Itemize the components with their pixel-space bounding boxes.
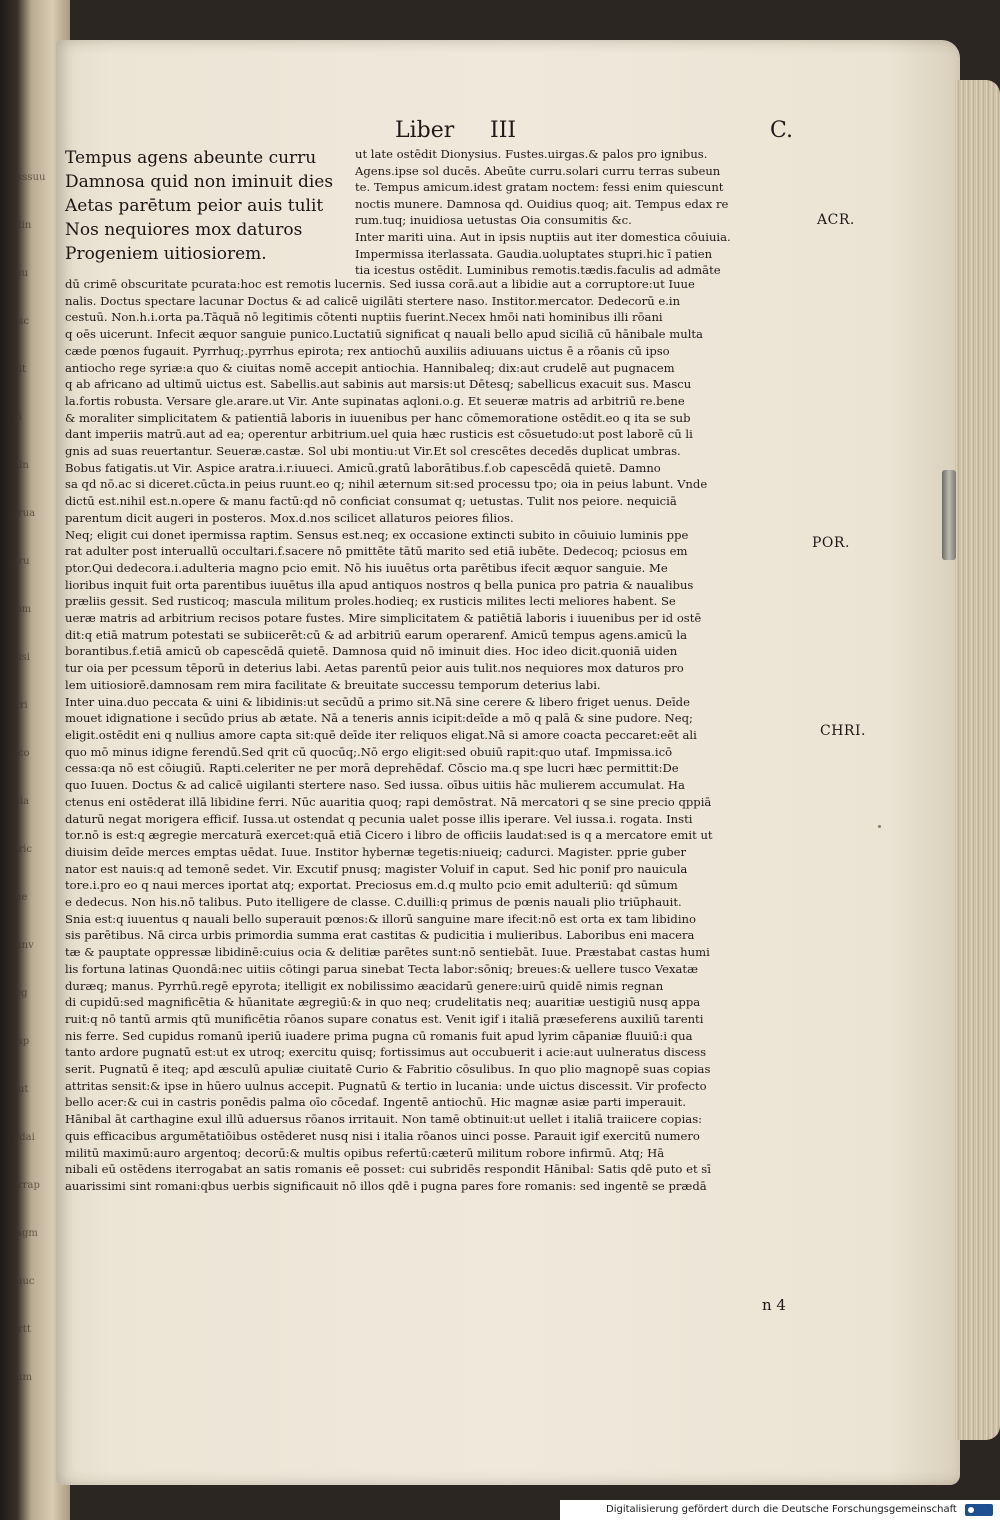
adjacent-page-fragment: tagm bbox=[12, 1228, 38, 1239]
adjacent-page-fragment: ortt bbox=[12, 1324, 31, 1335]
commentary-line: q oēs uicerunt. Infecit æquor sanguie punico.Luctatiū significat q nauali bello apud siciliā cū hānibale multa bbox=[65, 327, 703, 342]
adjacent-page-fragment: ipm bbox=[12, 604, 32, 615]
commentary-line: te. Tempus amicum.idest gratam noctem: fessi enim quiescunt bbox=[355, 180, 724, 195]
commentary-line: ruit:q nō tantū armis qtū munificētia rōanos supare conatus est. Venit igif i italiā præseferens auxiliū tarenti bbox=[65, 1011, 704, 1026]
commentary-line: gnis ad suas reuertantur. Seueræ.castæ. Sol ubi montiu:ut Vir.Et sol crescētes decedēs duplicat umbras. bbox=[65, 444, 681, 459]
adjacent-page-fragment: ftri bbox=[12, 700, 28, 711]
adjacent-page-fragment: uric bbox=[12, 844, 33, 855]
signature-mark: n 4 bbox=[762, 1296, 786, 1314]
commentary-line: duræq; manus. Pyrrhū.regē epyrota; itelligit ex nobilissimo æacidarū genere:uirū quidē nimis regnan bbox=[65, 978, 664, 993]
commentary-line: tanto ardore pugnatū est:ut ex utroq; exercitu quisq; fortissimus aut occubuerit i acie:aut uulneratus discess bbox=[65, 1045, 707, 1060]
verse-block bbox=[65, 146, 365, 266]
commentary-line: di cupidū:sed magnificētia & hūanitate ægregiū:& in quo neq; crudelitatis neq; auaritiæ uestigiū nusq appa bbox=[65, 995, 701, 1010]
commentary-line: cæde pœnos fugauit. Pyrrhuq;.pyrrhus epirota; rex antiochū auxiliis adiuuans uictus ē a rōanis cū ipso bbox=[65, 343, 670, 358]
adjacent-page-fragment: me bbox=[12, 892, 28, 903]
adjacent-page-fragment: iuu bbox=[12, 268, 29, 279]
adjacent-page-fragment: Ti bbox=[12, 412, 22, 423]
adjacent-page-fragment: ssssuu bbox=[12, 172, 46, 183]
commentary-line: dictū est.nihil est.n.opere & manu factū:qd nō conficiat consumat q; uetustas. Tulit nos peiore. nequiciā bbox=[65, 494, 677, 509]
commentary-line: antiocho rege syriæ:a quo & ciuitas nomē accepit antiochia. Hannibaleq; dix:aut crudelē aut pugnacem bbox=[65, 360, 675, 375]
commentary-line: noctis munere. Damnosa qd. Ouidius quoq; ait. Tempus edax re bbox=[355, 196, 729, 211]
commentary-line: nis ferre. Sed cupidus romanū iperiū iuadere prima pugna cū romanis fuit apud lyrim cāpaniæ fluuiū:i qua bbox=[65, 1028, 693, 1043]
commentary-line: tore.i.pro eo q naui merces iportat atq; exportat. Preciosus em.d.q multo pcio emit adulteriū: qd sūmum bbox=[65, 878, 678, 893]
commentary-line: quo mō minus idigne ferendū.Sed qrit cū quocūq;.Nō ergo eligit:sed obuiū rapit:quo utaf. Impmissa.icō bbox=[65, 744, 673, 759]
commentary-line: tur oia per pcessum tēporū in deterius labi. Aetas parentū peior auis tulit.nos nequiores mox daturos pro bbox=[65, 661, 684, 676]
commentary-line: rum.tuq; inuidiosa uetustas Oia consumitis &c. bbox=[355, 213, 632, 228]
adjacent-page-fragment: lisc bbox=[12, 316, 30, 327]
commentary-line: Inter mariti uina. Aut in ipsis nuptiis aut iter domestica cōuiuia. bbox=[355, 229, 731, 244]
commentary-line: sis parētibus. Nā circa urbis primordia summa erat castitas & pudicitia i mulieribus. Laboribus eni macera bbox=[65, 928, 695, 943]
commentary-line: daturū negat morigera efficif. Iussa.ut ostendat q pecunia ualet posse illis iperare. Vel iussa.i. rogata. Insti bbox=[65, 811, 693, 826]
commentary-line: parentum dicit augeri in posteros. Mox.d.nos scilicet allaturos peiores filios. bbox=[65, 510, 514, 525]
adjacent-page-fragment: tuuc bbox=[12, 1276, 35, 1287]
page-fore-edge bbox=[955, 80, 1000, 1440]
verse-line: Aetas parētum peior auis tulit bbox=[65, 196, 324, 216]
commentary-line: lis fortuna latinas Quondā:nec uitiis cōtingi parua sinebat Tecta labor:sōniq; breues:& uellere tusco Vexatæ bbox=[65, 961, 698, 976]
commentary-line: mouet idignatione i secūdo prius ab ætate. Nā a teneris annis icipit:deīde a mō q palā & sine pudore. Neq; bbox=[65, 711, 693, 726]
commentary-line: attritas sensit:& ipse in hūero uulnus accepit. Pugnatū & tertio in lucania: unde uictus discessit. Vir profecto bbox=[65, 1078, 707, 1093]
adjacent-page-fragment: gru bbox=[12, 556, 30, 567]
adjacent-page-fragment: uisi bbox=[12, 652, 30, 663]
adjacent-page-fragment: Vdai bbox=[12, 1132, 35, 1143]
commentary-line: tia icestus ostēdit. Luminibus remotis.tædis.faculis ad admāte bbox=[355, 263, 721, 278]
verse-line: Nos nequiores mox daturos bbox=[65, 220, 303, 240]
commentary-line: tæ & pauptate oppressæ libidinē:cuius ocia & delitiæ parētes sunt:nō sentiebāt. Iuue. Præstabat castas humi bbox=[65, 945, 710, 960]
commentary-line: Hānibal āt carthagine exul illū aduersus rōanos irritauit. Non tamē obtinuit:ut uellet i italiā traiicere copias: bbox=[65, 1112, 703, 1127]
commentary-line: ptor.Qui dedecora.i.adulteria magno pcio emit. Nō his iuuētus orta parētibus ifecit æquor sanguie. Me bbox=[65, 560, 668, 575]
commentary-line: Impermissa iterlassata. Gaudia.uoluptates stupri.hic ī patien bbox=[355, 246, 713, 261]
dfg-logo-icon bbox=[965, 1504, 993, 1516]
adjacent-page-fragment: rap bbox=[12, 1036, 30, 1047]
adjacent-page-fragment: eco bbox=[12, 748, 30, 759]
commentary-line: auarissimi sint romani:qbus uerbis significauit nō illos qdē i pugna pares fore romanis: sed ingentē se prædā bbox=[65, 1178, 707, 1193]
verse-line: Tempus agens abeunte curru bbox=[65, 148, 317, 168]
commentary-line: Agens.ipse sol ducēs. Abeūte curru.solari curru terras subeun bbox=[355, 163, 721, 178]
commentary-line: eligit.ostēdit eni q nullius amore capta sit:quē deīde iter reliquos eligat.Nā si amore coacta peccaret:eēt ali bbox=[65, 727, 697, 742]
commentary-line: nalis. Doctus spectare lacunar Doctus & ad calicē uigilāti stertere naso. Institor.mercator. Dedecorū e.in bbox=[65, 293, 681, 308]
marginal-note-por: POR. bbox=[812, 535, 850, 551]
adjacent-page-fragment: ulin bbox=[12, 220, 32, 231]
adjacent-page-fragment: Aln bbox=[12, 460, 29, 471]
adjacent-page-fragment: leg bbox=[12, 988, 28, 999]
commentary-line: lioribus inquit fuit orta parentibus iuuētus illa apud antiquos nostros q bella punica pro patria & naualibus bbox=[65, 577, 694, 592]
commentary-line: dū crimē obscuritate pcurata:hoc est remotis lucernis. Sed iussa corā.aut a libidie aut a corruptore:ut Iuue bbox=[65, 277, 695, 291]
commentary-line: militū maximū:auro argentoq; decorū:& multis opibus refertū:cæterū militum robore infirmū. Atq; Hā bbox=[65, 1145, 665, 1160]
commentary-line: lem uitiosiorē.damnosam rem mira facilitate & breuitate successu temporum deterius labi. bbox=[65, 677, 601, 692]
commentary-line: Bobus fatigatis.ut Vir. Aspice aratra.i.r.iuueci. Amicū.gratū laborātibus.f.ob capescēdā quietē. Damno bbox=[65, 460, 661, 475]
commentary-lower bbox=[65, 276, 825, 1195]
adjacent-page-fragment: aut bbox=[12, 1084, 29, 1095]
commentary-line: præliis gessit. Sed rusticoq; mascula militum proles.hodieq; ex rusticis milites lecti meliores habent. Se bbox=[65, 594, 676, 609]
commentary-upper bbox=[355, 146, 820, 279]
adjacent-page-fragment: Gia bbox=[12, 796, 30, 807]
commentary-line: dant imperiis matrū.aut ad ea; operentur arbitrium.uel quia hæc rusticis est cōsuetudo:ut post laborē cū li bbox=[65, 427, 693, 442]
commentary-line: nibali eū ostēdens iterrogabat an satis romanis eē posset: cui subridēs respondit Hānibal: Satis qdē puto et sī bbox=[65, 1162, 711, 1177]
adjacent-page-fragment: Sit bbox=[12, 364, 27, 375]
commentary-line: cestuū. Non.h.i.orta pa.Tāquā nō legitimis cōtenti nuptiis fuerint.Necex hmōi nati hominibus illi rōani bbox=[65, 310, 663, 325]
verse-line: Progeniem uitiosiorem. bbox=[65, 244, 267, 264]
header-folio: C. bbox=[770, 118, 794, 143]
commentary-line: quis efficacibus argumētatiōibus ostēderet nusq nisi i italia rōanos uinci posse. Parauit igif exercitū numero bbox=[65, 1128, 700, 1143]
paper-spot bbox=[878, 825, 881, 828]
commentary-line: sa qd nō.ac si diceret.cūcta.in peius ruunt.eo q; nihil æternum sit:sed processu tpo; oia in peius labunt. Vnde bbox=[65, 477, 708, 492]
commentary-line: & moraliter simplicitatem & patientiā laboris in iuuenibus per hanc cōmemoratione ostēdit.eo q ita se sub bbox=[65, 410, 691, 425]
commentary-line: serit. Pugnatū ē iteq; apd æsculū apuliæ ciuitatē Curio & Fabritio cōsulibus. In quo plio magnopē suas copias bbox=[65, 1062, 711, 1077]
commentary-line: bello acer:& cui in castris ponēdis palma oīo cōcedaf. Ingentē antiochū. Hic magnæ asiæ parti imperauit. bbox=[65, 1095, 687, 1110]
adjacent-page-fragment: arrap bbox=[12, 1180, 40, 1191]
marginal-note-acr: ACR. bbox=[817, 212, 855, 228]
running-header bbox=[0, 118, 1000, 148]
commentary-line: tor.nō is est:q ægregie mercaturā exercet:quā etiā Cicero i libro de officiis laudat:sed is q a mercatore emit ut bbox=[65, 828, 713, 843]
adjacent-page-fragment: erua bbox=[12, 508, 36, 519]
commentary-line: q ab africano ad ultimū uictus est. Sabellis.aut sabinis aut marsis:ut Dētesq; sabellicus exacuit sus. Mascu bbox=[65, 377, 692, 392]
book-clip bbox=[942, 470, 956, 560]
commentary-line: Snia est:q iuuentus q nauali bello superauit pœnos:& illorū sanguine mare ifecit:nō est orta ex tam libidino bbox=[65, 911, 697, 926]
commentary-line: Neq; eligit cui donet ipermissa raptim. Sensus est.neq; ex occasione extincti subito in cōuiuio luminis ppe bbox=[65, 527, 689, 542]
adjacent-page-fragment: tum bbox=[12, 1372, 32, 1383]
header-liber: Liber bbox=[395, 118, 455, 143]
commentary-line: ctenus eni ostēderat illā libidine ferri. Nūc auaritia quoq; rapi demōstrat. Nā mercatori q se sine precio qppiā bbox=[65, 794, 712, 809]
commentary-line: quo Iuuen. Doctus & ad calicē uigilanti stertere naso. Sed iussa. oībus uitiis hāc mulierem accumulat. Ha bbox=[65, 778, 685, 793]
footer-credit-text: Digitalisierung gefördert durch die Deutsche Forschungsgemeinschaft bbox=[606, 1504, 957, 1515]
commentary-line: borantibus.f.etiā amicū ob capescēdā quietē. Damnosa quid nō iminuit dies. Hoc ideo dicit.quoniā uiden bbox=[65, 644, 678, 659]
header-book-number: III bbox=[490, 118, 517, 143]
commentary-line: Inter uina.duo peccata & uini & libidinis:ut secūdū a primo sit.Nā sine cerere & libero friget uenus. Deīde bbox=[65, 694, 690, 709]
commentary-line: cessa:qa nō est cōiugiū. Rapti.celeriter ne per morā deprehēdaf. Cōscio ma.q spe lucri hæc permittit:De bbox=[65, 761, 679, 776]
marginal-note-chri: CHRI. bbox=[820, 723, 866, 739]
commentary-line: rat adulter post interuallū occultari.f.sacere nō pmittēte tātū marito sed etiā iubēte. Dedecoq; pciosus em bbox=[65, 544, 688, 559]
footer-credit-bar bbox=[560, 1500, 1000, 1520]
commentary-line: nator est nauis:q ad temonē sedet. Vir. Excutif pnusq; magister Voluif in caput. Sed hic ponif pro nauicula bbox=[65, 861, 688, 876]
commentary-line: la.fortis robusta. Versare gle.arare.ut Vir. Ante supinatas aqloni.o.g. Et seueræ matris ad arbitriū re.bene bbox=[65, 393, 685, 408]
commentary-line: ut late ostēdit Dionysius. Fustes.uirgas.& palos pro ignibus. bbox=[355, 147, 708, 161]
verse-line: Damnosa quid non iminuit dies bbox=[65, 172, 334, 192]
commentary-line: diuisim deīde merces emptas uēdat. Iuue. Institor hybernæ tegetis:niueiq; cadurci. Magister. pprie guber bbox=[65, 844, 687, 859]
commentary-line: ueræ matris ad arbitrium recisos potare fustes. Mire simplicitatem & patiētiā laboris i iuuenibus per id ostē bbox=[65, 611, 702, 626]
commentary-line: e dedecus. Non his.nō talibus. Puto itelligere de classe. C.duilli:q primus de pœnis nauali plio triūphauit. bbox=[65, 895, 682, 910]
adjacent-page-fragment: iunv bbox=[12, 940, 34, 951]
commentary-line: dit:q etiā matrum potestati se subiicerēt:cū & ad arbitriū earum operarenf. Amicū tempus agens.amicū la bbox=[65, 627, 687, 642]
